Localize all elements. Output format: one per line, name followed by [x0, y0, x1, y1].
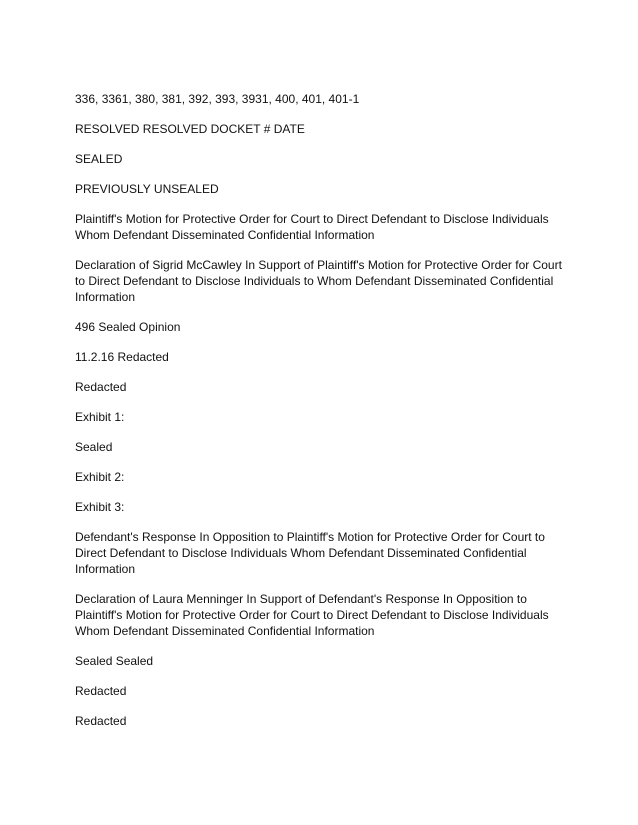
entry-redacted-3: Redacted	[75, 714, 127, 728]
entry-defendant-response: Defendant's Response In Opposition to Plaintiff's Motion for Protective Order for Court to Direct Defendant to Disclose Individuals Whom Defendant Disseminated Confidential Information	[75, 530, 545, 576]
entry-redacted: Redacted	[75, 380, 127, 394]
entry-redacted-2: Redacted	[75, 684, 127, 698]
header-line: RESOLVED RESOLVED DOCKET # DATE	[75, 122, 305, 136]
status-previously-unsealed: PREVIOUSLY UNSEALED	[75, 182, 219, 196]
entry-exhibit-1: Exhibit 1:	[75, 410, 125, 424]
entry-sealed-opinion: 496 Sealed Opinion	[75, 320, 181, 334]
entry-sealed-sealed: Sealed Sealed	[75, 654, 154, 668]
status-sealed: SEALED	[75, 152, 123, 166]
docket-numbers-line: 336, 3361, 380, 381, 392, 393, 3931, 400, 401, 401-1	[75, 92, 360, 106]
entry-exhibit-3: Exhibit 3:	[75, 500, 125, 514]
entry-exhibit-2: Exhibit 2:	[75, 470, 125, 484]
document-body	[75, 91, 575, 743]
entry-date-redacted: 11.2.16 Redacted	[75, 350, 169, 364]
entry-menninger-declaration: Declaration of Laura Menninger In Support of Defendant's Response In Opposition to Plaintiff's Motion for Protective Order for Court to Direct Defendant to Disclose Individuals Whom Defendant Disseminated Confidential Information	[75, 592, 549, 638]
entry-sealed: Sealed	[75, 440, 113, 454]
entry-plaintiff-motion: Plaintiff's Motion for Protective Order for Court to Direct Defendant to Disclose Individuals Whom Defendant Disseminated Confidential Information	[75, 212, 549, 242]
entry-mccawley-declaration: Declaration of Sigrid McCawley In Support of Plaintiff's Motion for Protective Order for Court to Direct Defendant to Disclose Individuals to Whom Defendant Disseminated Confidential Information	[75, 258, 562, 304]
